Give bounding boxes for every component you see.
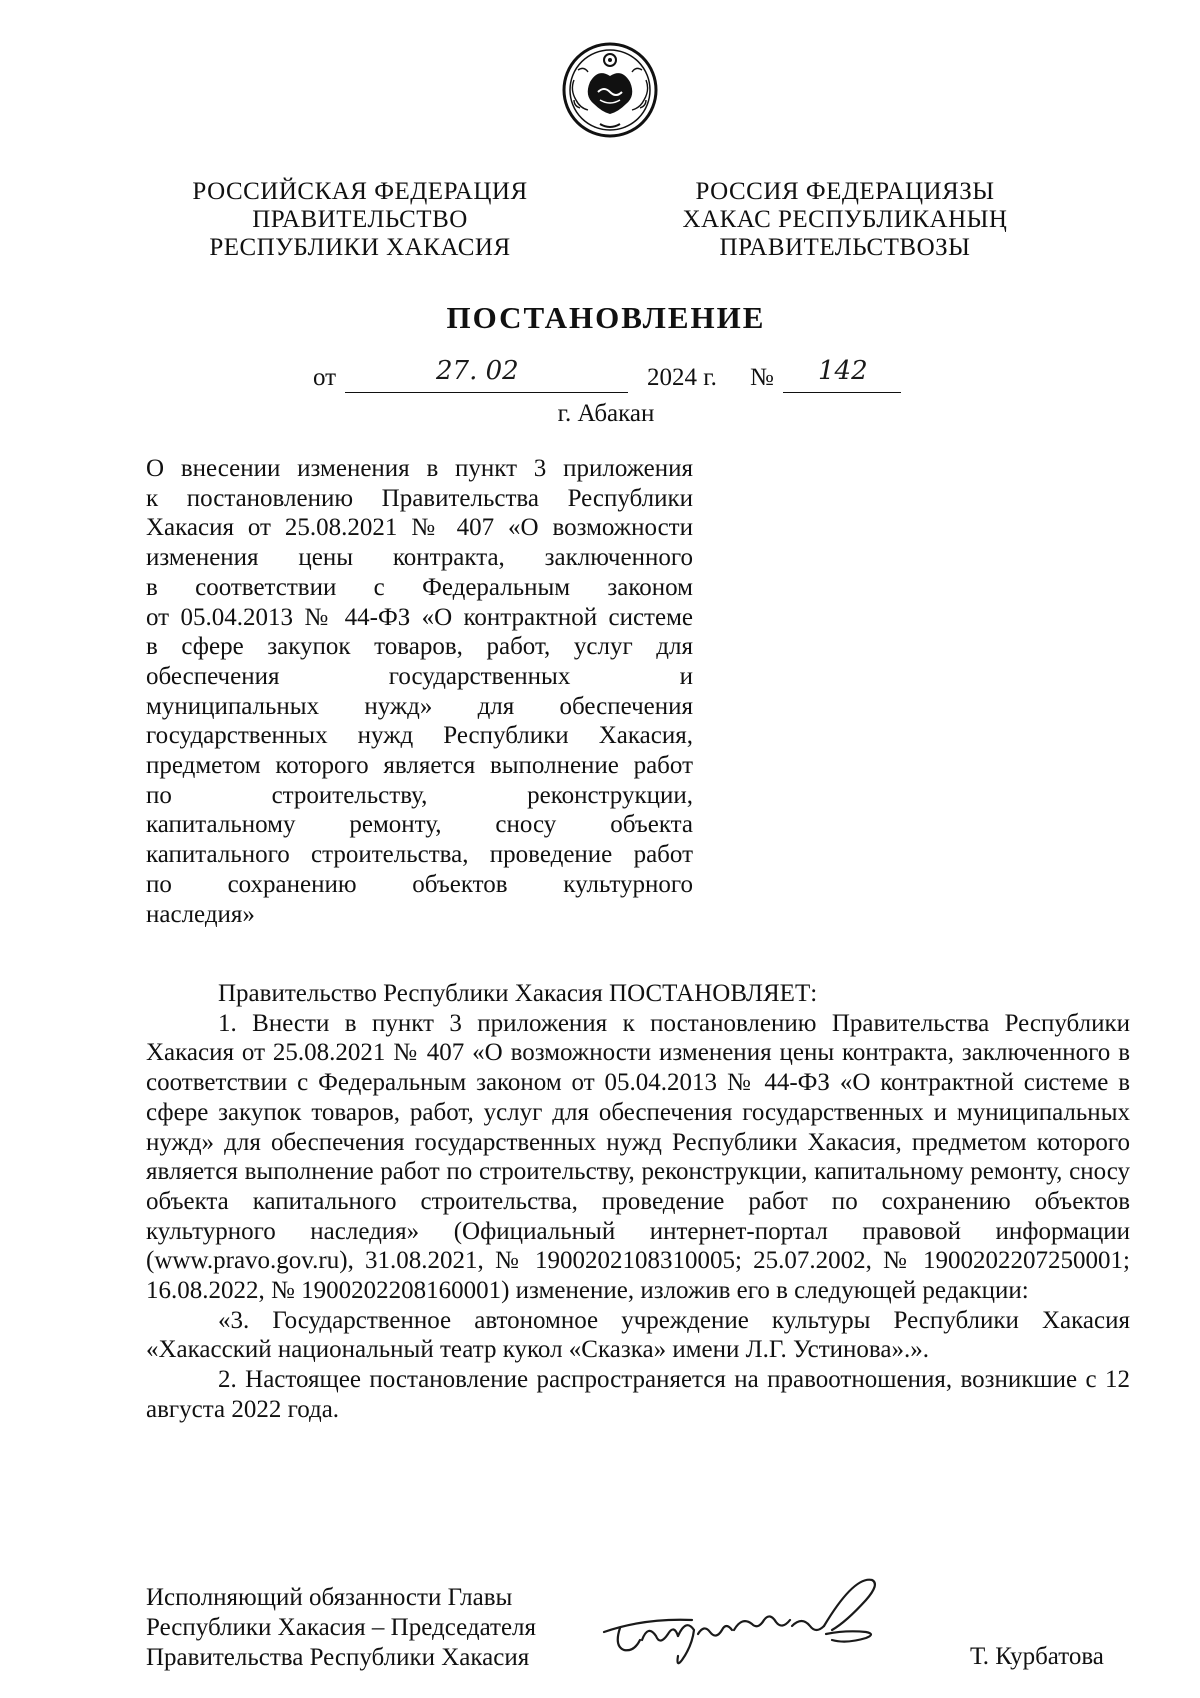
subject-line: капитальному ремонту, сносу объекта [146,811,693,839]
subject-line: по строительству, реконструкции, [146,781,693,809]
handwritten-signature [598,1570,898,1680]
coat-of-arms-emblem [560,40,660,140]
signatory-title-line: Правительства Республики Хакасия [146,1644,530,1671]
date-prefix: от [313,364,337,391]
subject-line: по сохранению объектов культурного [146,870,693,898]
paragraph-quote: «3. Государственное автономное учреждение культуры Республики Хакасия «Хакасский национальный театр кукол «Сказка» имени Л.Г. Устинова».». [146,1306,1130,1364]
header-left [150,178,570,262]
date-underline [345,392,628,393]
header-left-line: РЕСПУБЛИКИ ХАКАСИЯ [209,234,511,261]
header-left-line: ПРАВИТЕЛЬСТВО [252,206,468,233]
subject-line: О внесении изменения в пункт 3 приложения [146,455,693,482]
number-underline [783,392,901,393]
subject-line: изменения цены контракта, заключенного [146,544,693,572]
number-label: № [750,364,774,391]
date-handwritten: 27. 02 [436,356,519,386]
date-year: 2024 г. [647,364,717,391]
subject-line: обеспечения государственных и [146,662,693,690]
subject-line: предметом которого является выполнение работ [146,752,693,780]
header-right-line: РОССИЯ ФЕДЕРАЦИЯЗЫ [695,178,995,205]
subject-line: в сфере закупок товаров, работ, услуг для [146,633,693,661]
signatory-title [146,1583,536,1673]
signer-name: Т. Курбатова [970,1643,1104,1670]
subject-line: капитального строительства, проведение работ [146,841,693,869]
subject-line: муниципальных нужд» для обеспечения [146,692,693,720]
subject-line: государственных нужд Республики Хакасия, [146,722,693,750]
signatory-title-line: Исполняющий обязанности Главы [146,1584,513,1611]
header-right-line: ХАКАС РЕСПУБЛИКАНЫҢ [682,206,1008,233]
document-body [146,979,1130,1425]
header-right [635,178,1055,262]
document-subject [146,454,693,929]
subject-line: от 05.04.2013 № 44-ФЗ «О контрактной системе [146,603,693,631]
signatory-title-line: Республики Хакасия – Председателя [146,1614,537,1641]
subject-line: к постановлению Правительства Республики [146,484,693,512]
subject-line: наследия» [146,900,255,928]
paragraph-2: 2. Настоящее постановление распространяется на правоотношения, возникшие с 12 августа 2022 года. [146,1366,1130,1423]
number-handwritten: 142 [818,356,868,386]
preamble: Правительство Республики Хакасия ПОСТАНОВЛЯЕТ: [218,980,818,1007]
paragraph-1: 1. Внести в пункт 3 приложения к постановлению Правительства Республики Хакасия от 25.08.2021 № 407 «О возможности изменения цены контракта, заключенного в соответствии с Федеральным законом от 05.04.2013 № 44-ФЗ «О контрактной системе в сфере закупок товаров, работ, услуг для обеспечения государственных и муниципальных нужд» для обеспечения государственных нужд Республики Хакасия, предметом которого является выполнение работ по строительству, реконструкции, капитальному ремонту, сносу объекта капитального строительства, проведение работ по сохранению объектов культурного наследия» (Официальный интернет-портал правовой информации (www.pravo.gov.ru), 31.08.2021, № 1900202108310005; 25.07.2002, № 1900202207250001; 16.08.2022, № 1900202208160001) изменение, изложив его в следующей редакции: [146,1009,1130,1305]
header-right-line: ПРАВИТЕЛЬСТВОЗЫ [719,234,971,261]
document-title: ПОСТАНОВЛЕНИЕ [446,300,766,335]
city: г. Абакан [557,400,655,427]
subject-line: Хакасия от 25.08.2021 № 407 «О возможности [146,514,693,542]
subject-line: в соответствии с Федеральным законом [146,573,693,601]
header-left-line: РОССИЙСКАЯ ФЕДЕРАЦИЯ [192,178,528,205]
